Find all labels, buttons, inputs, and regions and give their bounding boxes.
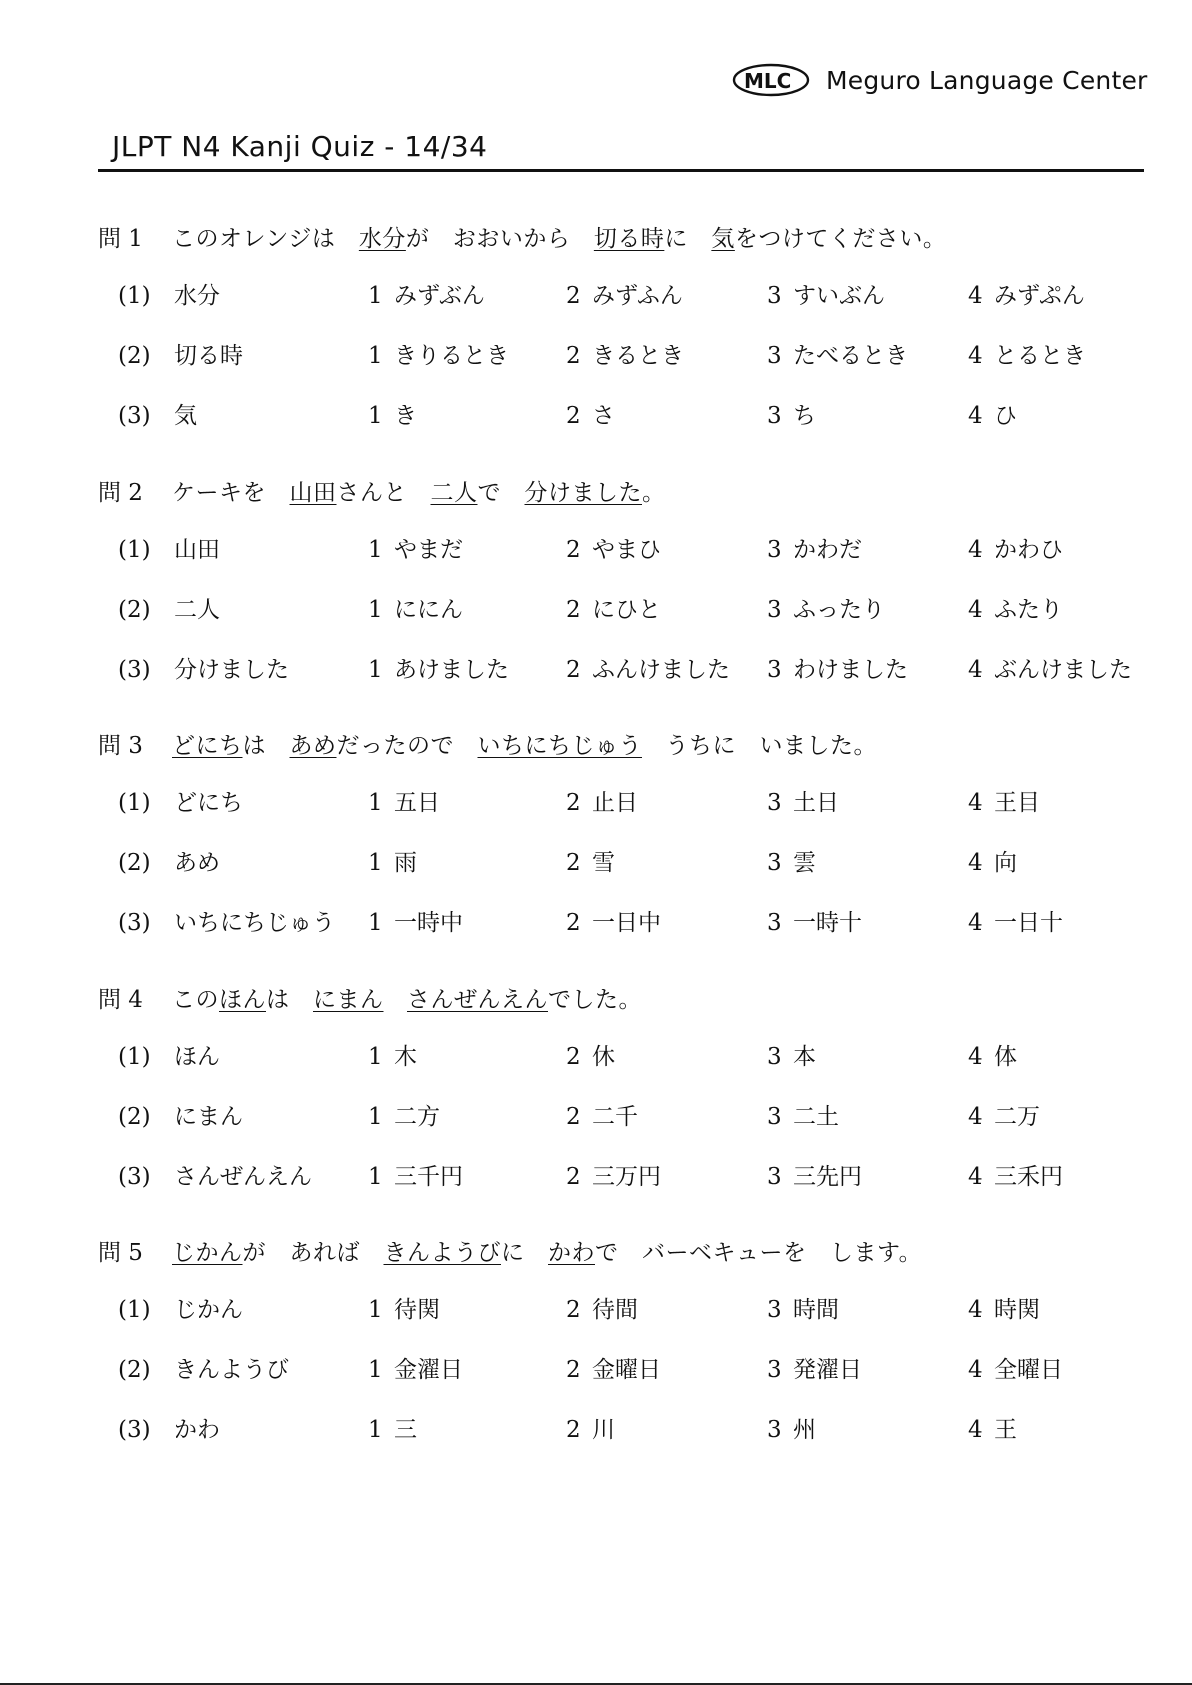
option-text: ふたり (994, 597, 1063, 623)
option-number: 4 (968, 1104, 983, 1130)
sub-question-row (0, 338, 1192, 374)
sub-question-word: 水分 (174, 283, 220, 309)
option-text: 止日 (592, 790, 638, 816)
option-number: 1 (368, 790, 383, 816)
option-number: 2 (566, 850, 581, 876)
option-text: 向 (994, 850, 1017, 876)
option-number: 2 (566, 1357, 581, 1383)
sub-question-number: (3) (118, 1164, 151, 1190)
option-text: すいぶん (793, 283, 885, 309)
option-number: 4 (968, 343, 983, 369)
option-number: 4 (968, 1417, 983, 1443)
answer-option[interactable] (767, 592, 885, 628)
sub-question-row (0, 845, 1192, 881)
answer-option[interactable] (566, 398, 615, 434)
question-heading (98, 725, 877, 761)
sub-question-number: (1) (118, 790, 151, 816)
sub-question-word: いちにちじゅう (174, 910, 335, 936)
option-number: 1 (368, 597, 383, 623)
option-text: 三 (394, 1417, 417, 1443)
answer-option[interactable] (968, 278, 1085, 314)
question-number: 問 4 (98, 986, 143, 1013)
option-number: 2 (566, 1164, 581, 1190)
answer-option[interactable] (566, 592, 661, 628)
option-number: 4 (968, 910, 983, 936)
underlined-target-word: どにち (172, 732, 243, 759)
sub-question-word: 二人 (174, 597, 220, 623)
answer-option[interactable] (968, 1099, 1040, 1135)
option-text: かわひ (994, 537, 1063, 563)
option-number: 1 (368, 1044, 383, 1070)
question-heading (98, 218, 946, 254)
option-text: あけました (394, 657, 509, 683)
option-text: 王目 (994, 790, 1040, 816)
underlined-target-word: さんぜんえん (407, 986, 548, 1013)
sub-question-word: かわ (174, 1417, 220, 1443)
answer-option[interactable] (566, 652, 730, 688)
option-number: 4 (968, 657, 983, 683)
option-number: 3 (767, 343, 782, 369)
option-number: 1 (368, 403, 383, 429)
option-number: 3 (767, 1044, 782, 1070)
sub-question-number: (1) (118, 1044, 151, 1070)
answer-option[interactable] (368, 652, 509, 688)
option-text: 待関 (394, 1297, 440, 1323)
option-number: 3 (767, 1104, 782, 1130)
option-number: 3 (767, 657, 782, 683)
sub-question-number: (3) (118, 910, 151, 936)
option-text: みずぶん (394, 283, 485, 309)
option-text: 二土 (793, 1104, 839, 1130)
sub-question-number: (3) (118, 403, 151, 429)
answer-option[interactable] (368, 1412, 417, 1448)
sub-question-row (0, 1352, 1192, 1388)
answer-option[interactable] (968, 1159, 1063, 1195)
option-number: 3 (767, 790, 782, 816)
answer-option[interactable] (968, 905, 1063, 941)
question-number: 問 5 (98, 1239, 143, 1266)
option-text: みずふん (592, 283, 683, 309)
option-number: 3 (767, 1417, 782, 1443)
option-text: ににん (394, 597, 463, 623)
underlined-target-word: ほん (219, 986, 266, 1013)
underlined-target-word: 水分 (358, 225, 406, 252)
mlc-logo-icon (732, 62, 810, 98)
sub-question-row (0, 905, 1192, 941)
option-text: とるとき (994, 343, 1086, 369)
answer-option[interactable] (767, 652, 908, 688)
option-number: 3 (767, 597, 782, 623)
answer-option[interactable] (767, 1039, 816, 1075)
organization-name: Meguro Language Center (826, 65, 1148, 95)
option-text: 体 (994, 1044, 1017, 1070)
option-text: 三先円 (793, 1164, 862, 1190)
option-number: 2 (566, 1297, 581, 1323)
answer-option[interactable] (566, 1159, 661, 1195)
option-text: ふったり (793, 597, 885, 623)
sub-question-word: 切る時 (174, 343, 243, 369)
sub-question-word: さんぜんえん (174, 1164, 312, 1190)
answer-option[interactable] (767, 1352, 862, 1388)
answer-option[interactable] (968, 532, 1063, 568)
answer-option[interactable] (767, 338, 908, 374)
sub-question-number: (2) (118, 1104, 151, 1130)
sub-question-row (0, 785, 1192, 821)
sub-question-word: 気 (174, 403, 197, 429)
answer-option[interactable] (767, 398, 816, 434)
answer-option[interactable] (767, 1099, 839, 1135)
option-number: 3 (767, 1357, 782, 1383)
option-number: 2 (566, 1104, 581, 1130)
question-number: 問 2 (98, 479, 143, 506)
option-number: 4 (968, 597, 983, 623)
sub-question-row (0, 1412, 1192, 1448)
option-number: 1 (368, 283, 383, 309)
underlined-target-word: きんようび (383, 1239, 501, 1266)
option-text: きりるとき (394, 343, 509, 369)
option-text: ふんけました (592, 657, 730, 683)
option-text: 一日中 (592, 910, 661, 936)
option-number: 2 (566, 1417, 581, 1443)
option-text: さ (592, 403, 615, 429)
option-number: 1 (368, 910, 383, 936)
option-text: 金曜日 (592, 1357, 661, 1383)
answer-option[interactable] (767, 1159, 862, 1195)
sub-question-number: (3) (118, 1417, 151, 1443)
option-text: 一時十 (793, 910, 862, 936)
option-number: 3 (767, 910, 782, 936)
option-number: 1 (368, 1297, 383, 1323)
option-number: 1 (368, 343, 383, 369)
underlined-target-word: いちにちじゅう (477, 732, 642, 759)
option-number: 2 (566, 1044, 581, 1070)
sub-question-number: (1) (118, 1297, 151, 1323)
option-number: 4 (968, 403, 983, 429)
logo-text: MLC (744, 69, 792, 93)
answer-option[interactable] (968, 652, 1132, 688)
sub-question-number: (3) (118, 657, 151, 683)
option-number: 2 (566, 910, 581, 936)
option-number: 2 (566, 597, 581, 623)
option-number: 4 (968, 1044, 983, 1070)
underlined-target-word: にまん (313, 986, 384, 1013)
sub-question-number: (2) (118, 343, 151, 369)
answer-option[interactable] (566, 338, 684, 374)
option-number: 4 (968, 1297, 983, 1323)
option-text: ひ (994, 403, 1017, 429)
option-text: 二千 (592, 1104, 638, 1130)
option-text: かわだ (793, 537, 862, 563)
brand (732, 60, 1148, 100)
sub-question-number: (1) (118, 283, 151, 309)
option-text: 木 (394, 1044, 417, 1070)
option-text: 州 (793, 1417, 816, 1443)
answer-option[interactable] (368, 338, 509, 374)
answer-option[interactable] (566, 532, 661, 568)
answer-option[interactable] (968, 592, 1063, 628)
sub-question-row (0, 532, 1192, 568)
option-number: 4 (968, 537, 983, 563)
option-number: 1 (368, 1104, 383, 1130)
answer-option[interactable] (968, 1352, 1063, 1388)
answer-option[interactable] (566, 845, 615, 881)
sub-question-row (0, 278, 1192, 314)
sub-question-row (0, 1159, 1192, 1195)
underlined-target-word: 分けました (524, 479, 642, 506)
answer-option[interactable] (968, 1292, 1040, 1328)
option-text: 雨 (394, 850, 417, 876)
option-text: 三万円 (592, 1164, 661, 1190)
option-number: 2 (566, 343, 581, 369)
option-text: 二万 (994, 1104, 1040, 1130)
option-text: 待間 (592, 1297, 638, 1323)
answer-option[interactable] (368, 785, 440, 821)
option-text: 全曜日 (994, 1357, 1063, 1383)
sub-question-row (0, 1292, 1192, 1328)
title-divider (98, 169, 1144, 172)
option-number: 3 (767, 1164, 782, 1190)
answer-option[interactable] (566, 1352, 661, 1388)
option-text: きるとき (592, 343, 684, 369)
answer-option[interactable] (566, 1412, 615, 1448)
option-text: 三禾円 (994, 1164, 1063, 1190)
answer-option[interactable] (368, 1099, 440, 1135)
option-number: 3 (767, 283, 782, 309)
answer-option[interactable] (968, 1039, 1017, 1075)
option-number: 2 (566, 790, 581, 816)
answer-option[interactable] (368, 398, 417, 434)
option-number: 1 (368, 657, 383, 683)
option-text: 一日十 (994, 910, 1063, 936)
option-number: 4 (968, 790, 983, 816)
sub-question-word: あめ (174, 850, 220, 876)
answer-option[interactable] (767, 905, 862, 941)
option-text: 川 (592, 1417, 615, 1443)
underlined-target-word: 気 (711, 225, 735, 252)
option-text: 一時中 (394, 910, 463, 936)
option-text: 三千円 (394, 1164, 463, 1190)
sub-question-word: きんようび (174, 1357, 289, 1383)
answer-option[interactable] (767, 1292, 839, 1328)
sub-question-word: にまん (174, 1104, 243, 1130)
option-text: 王 (994, 1417, 1017, 1443)
answer-option[interactable] (566, 785, 638, 821)
option-text: 土日 (793, 790, 839, 816)
option-number: 2 (566, 283, 581, 309)
answer-option[interactable] (767, 785, 839, 821)
question-number: 問 3 (98, 732, 143, 759)
answer-option[interactable] (566, 905, 661, 941)
option-text: 休 (592, 1044, 615, 1070)
underlined-target-word: 切る時 (593, 225, 665, 252)
answer-option[interactable] (566, 1039, 615, 1075)
option-text: 二方 (394, 1104, 440, 1130)
option-text: 五日 (394, 790, 440, 816)
sub-question-word: 山田 (174, 537, 220, 563)
sub-question-number: (2) (118, 597, 151, 623)
question-sentence: ケーキを 山田さんと 二人で 分けました。 (172, 479, 666, 506)
option-number: 2 (566, 403, 581, 429)
answer-option[interactable] (566, 1292, 638, 1328)
sub-question-row (0, 652, 1192, 688)
question-heading (98, 472, 666, 508)
answer-option[interactable] (368, 1159, 463, 1195)
option-text: 金濯日 (394, 1357, 463, 1383)
question-heading (98, 1232, 922, 1268)
question-sentence: このオレンジは 水分が おおいから 切る時に 気をつけてください。 (172, 225, 947, 252)
answer-option[interactable] (566, 278, 683, 314)
sub-question-number: (2) (118, 850, 151, 876)
answer-option[interactable] (767, 1412, 816, 1448)
answer-option[interactable] (368, 1292, 440, 1328)
option-text: みずぷん (994, 283, 1085, 309)
option-text: 発濯日 (793, 1357, 862, 1383)
sub-question-row (0, 398, 1192, 434)
option-text: やまだ (394, 537, 463, 563)
option-text: き (394, 403, 417, 429)
quiz-title: JLPT N4 Kanji Quiz - 14/34 (112, 130, 488, 163)
option-text: やまひ (592, 537, 661, 563)
option-text: たべるとき (793, 343, 908, 369)
question-sentence: どにちは あめだったので いちにちじゅう うちに いました。 (172, 732, 877, 759)
option-number: 1 (368, 1357, 383, 1383)
answer-option[interactable] (968, 785, 1040, 821)
option-number: 1 (368, 537, 383, 563)
option-number: 2 (566, 537, 581, 563)
underlined-target-word: あめ (289, 732, 337, 759)
question-sentence: このほんは にまん さんぜんえんでした。 (172, 986, 642, 1013)
sub-question-number: (2) (118, 1357, 151, 1383)
answer-option[interactable] (767, 278, 885, 314)
option-number: 2 (566, 657, 581, 683)
answer-option[interactable] (968, 845, 1017, 881)
answer-option[interactable] (968, 1412, 1017, 1448)
sub-question-number: (1) (118, 537, 151, 563)
question-heading (98, 979, 642, 1015)
sub-question-row (0, 1039, 1192, 1075)
sub-question-word: じかん (174, 1297, 243, 1323)
question-sentence: じかんが あれば きんようびに かわで バーベキューを します。 (172, 1239, 923, 1266)
sub-question-word: 分けました (174, 657, 289, 683)
option-text: 雪 (592, 850, 615, 876)
question-number: 問 1 (98, 225, 143, 252)
option-number: 3 (767, 1297, 782, 1323)
option-number: 3 (767, 403, 782, 429)
underlined-target-word: 山田 (289, 479, 337, 506)
answer-option[interactable] (368, 1352, 463, 1388)
option-text: にひと (592, 597, 661, 623)
answer-option[interactable] (368, 592, 463, 628)
option-number: 4 (968, 850, 983, 876)
sub-question-word: ほん (174, 1044, 220, 1070)
option-number: 1 (368, 850, 383, 876)
sub-question-row (0, 1099, 1192, 1135)
sub-question-word: どにち (174, 790, 243, 816)
option-text: ぶんけました (994, 657, 1132, 683)
answer-option[interactable] (368, 278, 485, 314)
option-number: 3 (767, 850, 782, 876)
answer-option[interactable] (968, 398, 1017, 434)
answer-option[interactable] (566, 1099, 638, 1135)
answer-option[interactable] (368, 532, 463, 568)
option-number: 1 (368, 1417, 383, 1443)
option-text: ち (793, 403, 816, 429)
underlined-target-word: じかん (172, 1239, 243, 1266)
option-number: 4 (968, 1164, 983, 1190)
answer-option[interactable] (767, 845, 816, 881)
option-number: 3 (767, 537, 782, 563)
underlined-target-word: かわ (548, 1239, 595, 1266)
option-text: 時関 (994, 1297, 1040, 1323)
underlined-target-word: 二人 (430, 479, 478, 506)
option-text: 本 (793, 1044, 816, 1070)
answer-option[interactable] (368, 905, 463, 941)
option-text: わけました (793, 657, 908, 683)
answer-option[interactable] (368, 845, 417, 881)
answer-option[interactable] (767, 532, 862, 568)
answer-option[interactable] (368, 1039, 417, 1075)
option-number: 4 (968, 283, 983, 309)
option-text: 雲 (793, 850, 816, 876)
sub-question-row (0, 592, 1192, 628)
option-number: 4 (968, 1357, 983, 1383)
answer-option[interactable] (968, 338, 1086, 374)
option-number: 1 (368, 1164, 383, 1190)
option-text: 時間 (793, 1297, 839, 1323)
